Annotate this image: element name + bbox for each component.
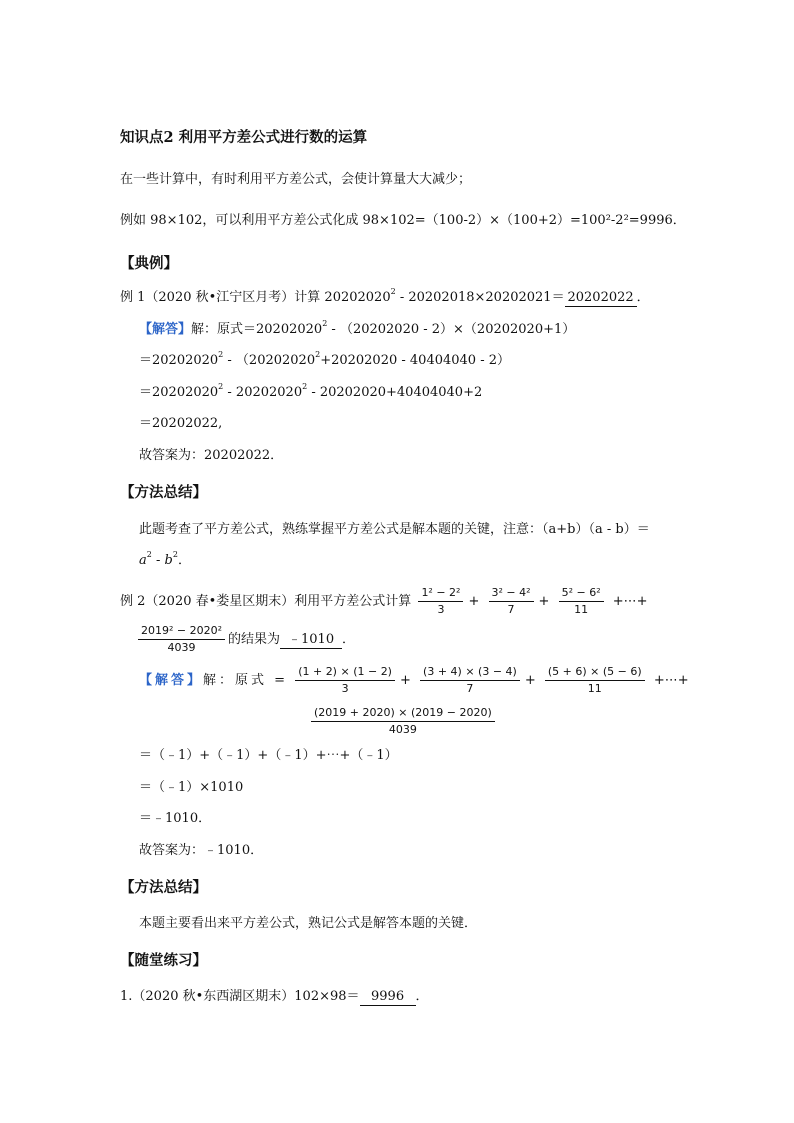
method-summary-2-line1: 本题主要看出来平方差公式，熟记公式是解答本题的关键． [139,916,478,931]
example-2-solution-line3: ＝（﹣1）+（﹣1）+（﹣1）+⋯+（﹣1） [139,748,398,763]
intro-text: 在一些计算中，有时利用平方差公式，会使计算量大大减少； [120,172,472,187]
example-2-question-cont: $\frac{\text{2019² − 2020²}}{4039}$ 的结果为 ﹣1010 ． [120,624,355,655]
example-2-answer-line: 故答案为：﹣1010． [139,843,264,858]
example-2-solution-line1: 【解答】解：原式 = $\frac{(1 + 2) \times (1 - 2)}{3}$ + $\frac{(3 + 4) \times (3 - 4)}{7}$ + $\frac{(5 + 6) \times (5 - 6)}{11}$ +⋯+ [139,665,689,695]
solution-label: 【解答】 [139,322,192,337]
practice-title: 【随堂练习】 [120,952,207,969]
solution-label: 【解答】 [139,673,204,688]
solution-fraction-4: $\frac{(2019 + 2020) \times (2019 - 2020)}{4039}$ [311,706,495,737]
section-dianli: 【典例】 [120,255,178,272]
example-2-question: 例 2（2020 春•娄星区期末）利用平方差公式计算 $\frac{\text{1² − 2²}}{3}$ + $\frac{\text{3² − 4²}}{7}$ + $\frac{\text{5² − 6²}}{11}$ +⋯+ [120,586,648,616]
example-1-solution-line3: $=20202020^2 - 20202020^2 - 20202020+40404040+2$ [139,382,483,400]
method-summary-1-line2: $a^2 - b^2$． [139,550,191,568]
solution-fraction-2: $\frac{(3 + 4) \times (3 - 4)}{7}$ [420,665,520,696]
example-2-solution-line2 [308,706,498,737]
solution-fraction-3: $\frac{(5 + 6) \times (5 - 6)}{11}$ [545,665,645,696]
example-1-solution-line1: 【解答】解：原式$=20202020^2 - (20202020 - 2)\times(20202020+1)$ [139,319,576,337]
fraction-2: $\frac{\text{3² − 4²}}{7}$ [489,586,534,617]
example-1-question: 例 1（2020 秋•江宁区月考）计算 20202020$^2$ - 20202018×20202021＝ 20202022 ． [120,287,650,305]
section-heading: 知识点2 利用平方差公式进行数的运算 [120,129,368,146]
fraction-3: $\frac{\text{5² − 6²}}{11}$ [559,586,604,617]
example-1-solution-line4: ＝20202022, [139,416,223,431]
example-text: 例如 98×102，可以利用平方差公式化成 98×102=（100-2）×（100+2）=100²-2²=9996． [120,213,686,228]
method-summary-1-title: 【方法总结】 [120,484,207,501]
example-2-solution-line4: ＝（﹣1）×1010 [139,780,244,795]
example-2-solution-line5: ＝﹣1010． [139,811,212,826]
answer-blank: 20202022 [565,289,637,307]
answer-blank: 9996 [360,988,416,1006]
fraction-4: $\frac{\text{2019² − 2020²}}{4039}$ [138,624,225,655]
example-1-solution-line2: $=20202020^2 - (20202020^2+20202020 - 40404040 - 2)$ [139,350,511,368]
solution-fraction-1: $\frac{(1 + 2) \times (1 - 2)}{3}$ [295,665,395,696]
method-summary-1-line1: 此题考查了平方差公式，熟练掌握平方差公式是解本题的关键，注意：（a+b）（a - b）＝ [139,522,650,537]
method-summary-2-title: 【方法总结】 [120,879,207,896]
answer-blank: ﹣1010 [280,631,342,649]
example-1-answer-line: 故答案为：20202022． [139,448,284,463]
fraction-1: $\frac{\text{1² − 2²}}{3}$ [418,586,463,617]
practice-question-1: 1.（2020 秋•东西湖区期末）102×98＝ 9996 ． [120,989,429,1004]
